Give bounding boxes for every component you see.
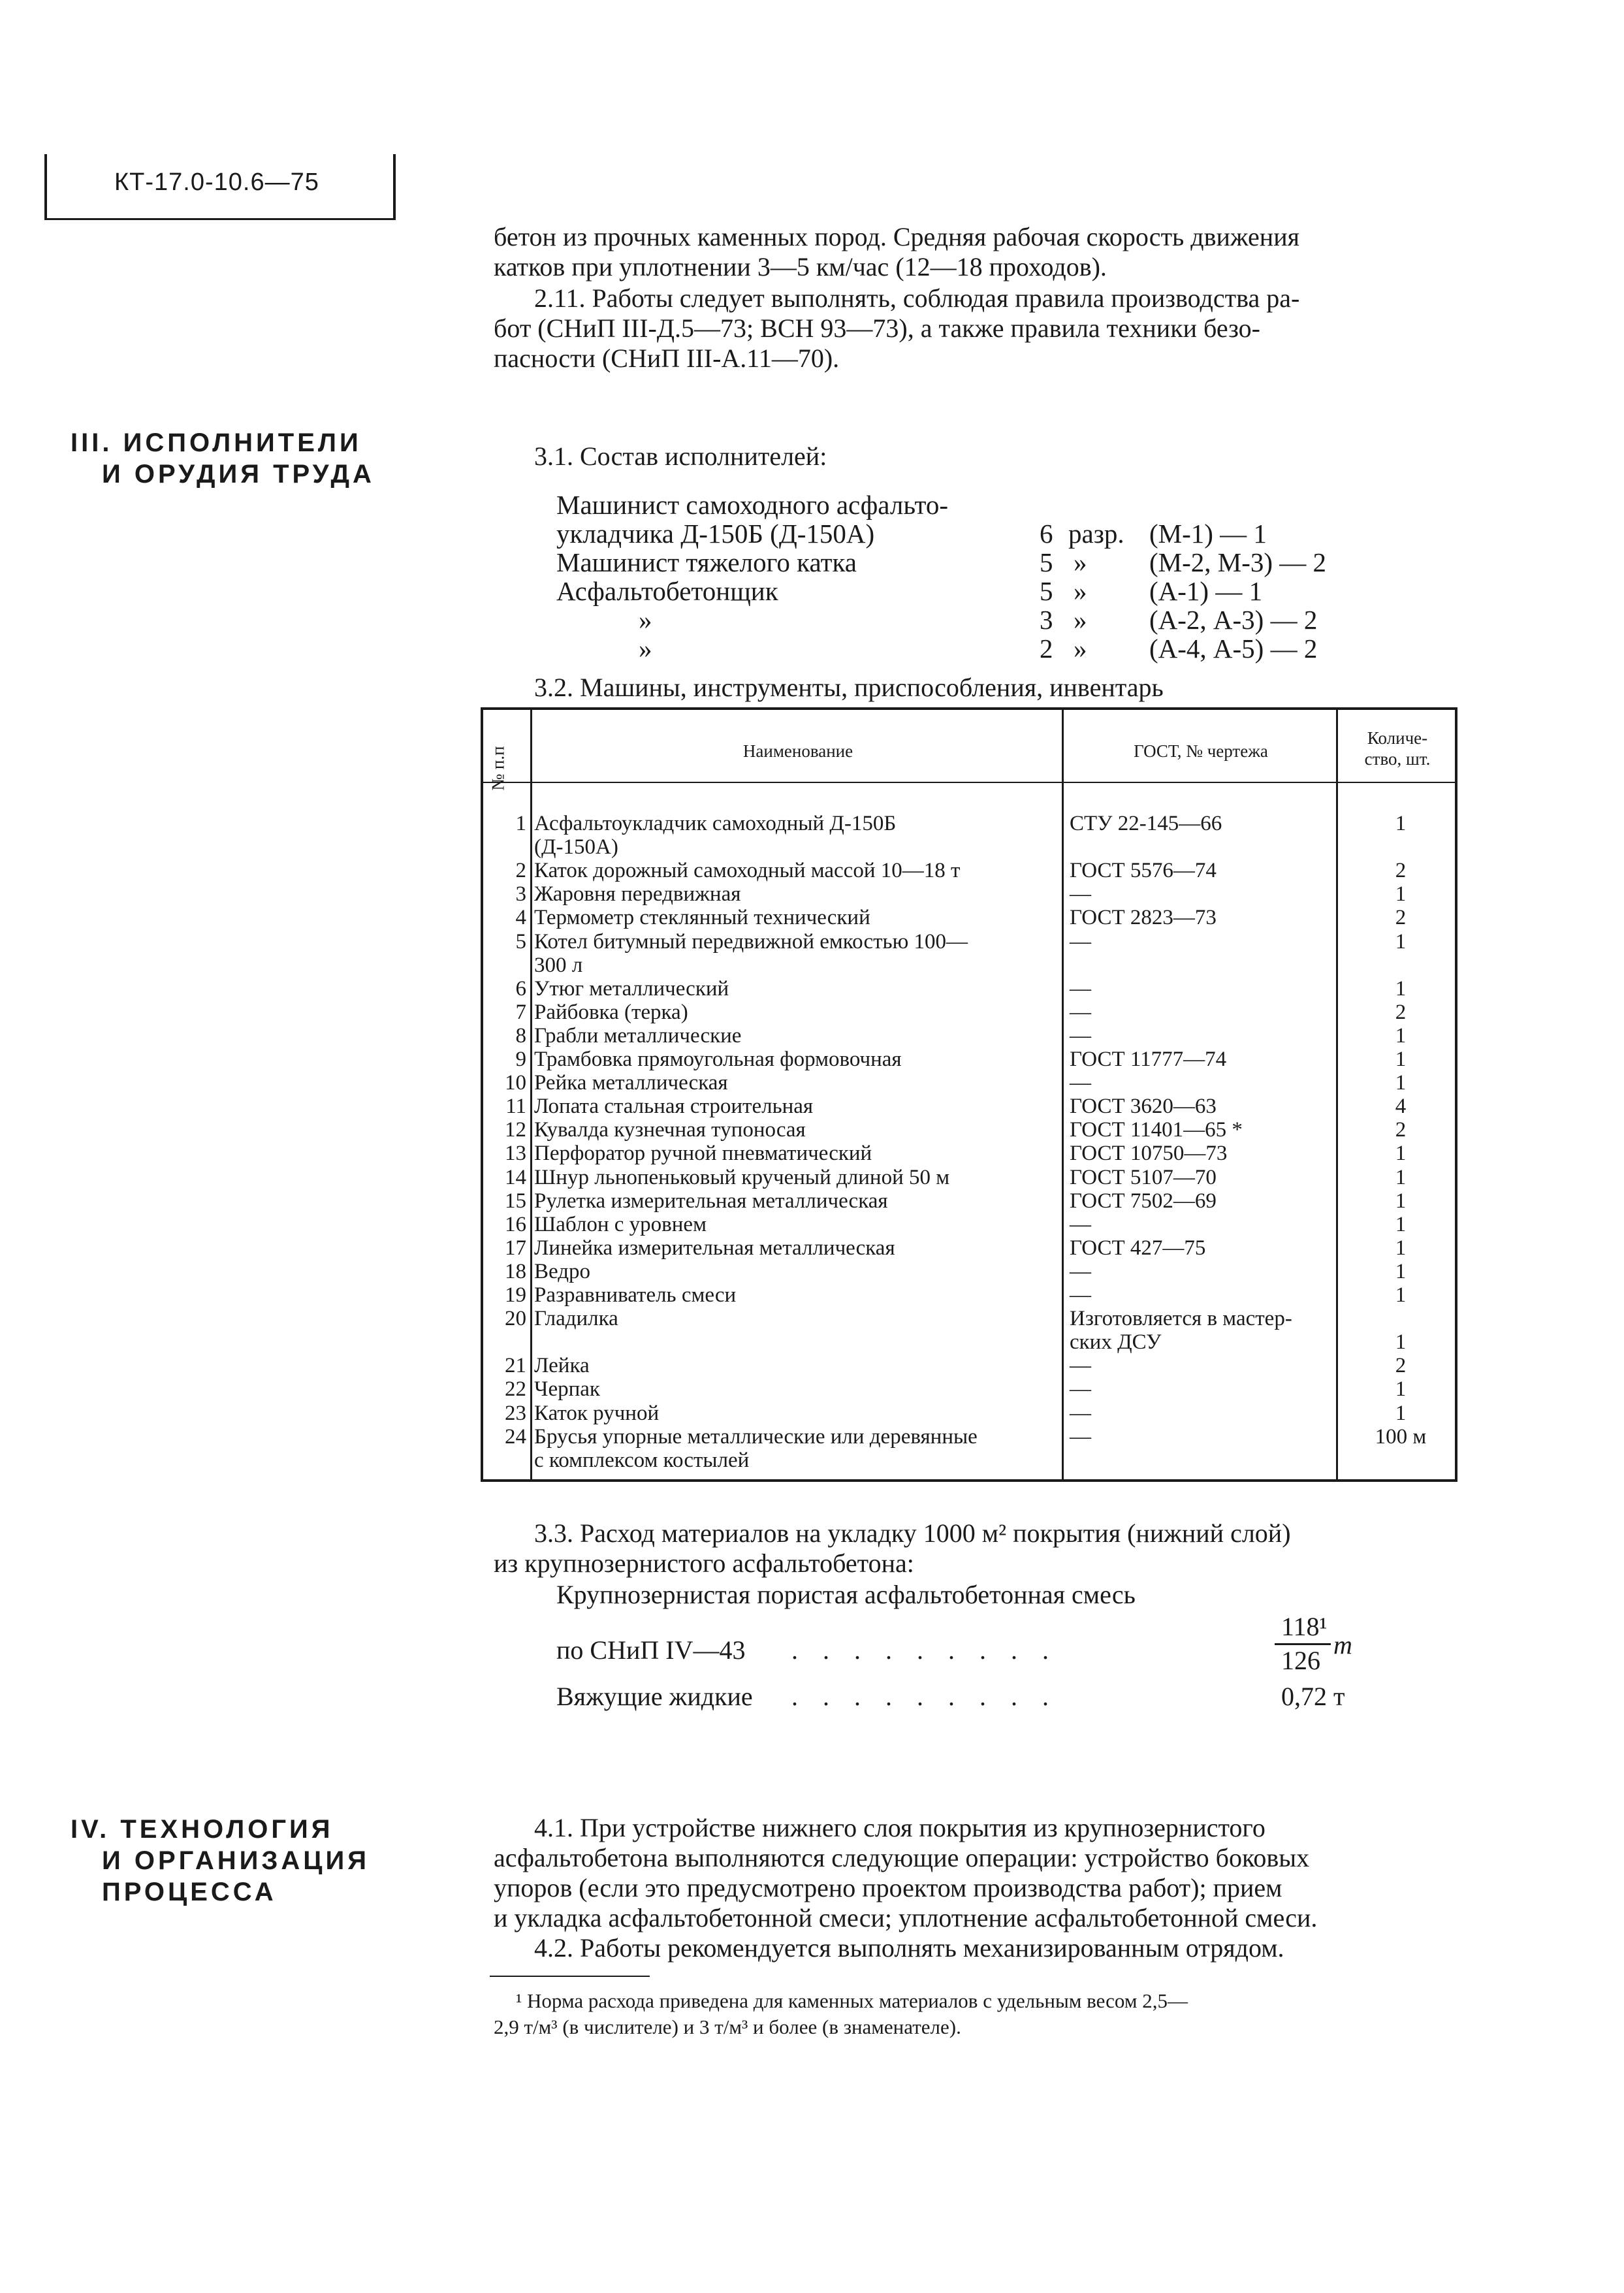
equipment-table	[481, 707, 1457, 1482]
material-2-value: 0,72 т	[1281, 1682, 1345, 1711]
row-quantity: 1	[1395, 977, 1407, 1001]
row-number: 6	[515, 977, 526, 1001]
table-row	[483, 1402, 1455, 1425]
row-number: 15	[505, 1189, 526, 1213]
row-gost: ГОСТ 11777—74	[1070, 1048, 1227, 1071]
table-row	[483, 1071, 1455, 1095]
row-quantity: 1	[1395, 1024, 1407, 1048]
staff-grade: 2	[1040, 633, 1053, 664]
table-row	[483, 1330, 1455, 1354]
staff-unit: »	[1074, 576, 1087, 606]
staff-unit: »	[1074, 633, 1087, 664]
row-quantity: 1	[1395, 1213, 1407, 1236]
table-row	[483, 859, 1455, 882]
row-number: 18	[505, 1260, 526, 1283]
row-name: Линейка измерительная металлическая	[534, 1236, 895, 1260]
item-3-2: 3.2. Машины, инструменты, приспособления, инвентарь	[534, 673, 1164, 702]
row-name: Каток ручной	[534, 1402, 660, 1425]
section-4-heading-line-1: IV. ТЕХНОЛОГИЯ	[71, 1815, 334, 1844]
header-name: Наименование	[742, 741, 853, 761]
intro-line-2: катков при уплотнении 3—5 км/час (12—18 проходов).	[494, 252, 1107, 281]
material-1-unit: т	[1333, 1630, 1352, 1660]
row-number: 7	[515, 1001, 526, 1024]
staff-code: (А-4, А-5) — 2	[1149, 633, 1318, 664]
staff-grade: 5	[1040, 547, 1053, 577]
item-3-3-line-1: 3.3. Расход материалов на укладку 1000 м² покрытия (нижний слой)	[534, 1518, 1291, 1548]
row-number: 24	[505, 1425, 526, 1449]
row-name: Гладилка	[534, 1307, 618, 1330]
document-code: КТ-17.0-10.6—75	[114, 168, 319, 196]
staff-grade: 5	[1040, 576, 1053, 606]
row-number: 1	[515, 812, 526, 835]
row-number: 12	[505, 1118, 526, 1142]
row-name: 300 л	[534, 954, 583, 977]
row-name: Райбовка (терка)	[534, 1001, 688, 1024]
footnote-rule	[490, 1976, 650, 1977]
row-number: 22	[505, 1377, 526, 1401]
header-num-label: № п.п	[488, 746, 508, 791]
row-gost: СТУ 22-145—66	[1070, 812, 1222, 835]
row-quantity: 1	[1395, 1283, 1407, 1307]
row-number: 8	[515, 1024, 526, 1048]
section-4-line-1: 4.1. При устройстве нижнего слоя покрытия из крупнозернистого	[534, 1813, 1266, 1842]
staff-code: (А-2, А-3) — 2	[1149, 605, 1318, 635]
row-quantity: 1	[1395, 1071, 1407, 1095]
document-code-underline	[44, 218, 396, 220]
row-quantity: 1	[1395, 930, 1407, 954]
table-row	[483, 1048, 1455, 1071]
row-number: 9	[515, 1048, 526, 1071]
table-row	[483, 1425, 1455, 1449]
material-2-label: Вяжущие жидкие	[556, 1682, 753, 1711]
table-row	[483, 835, 1455, 859]
row-quantity: 1	[1395, 1166, 1407, 1189]
row-quantity: 2	[1395, 859, 1407, 882]
row-name: Асфальтоукладчик самоходный Д-150Б	[534, 812, 897, 835]
row-name: Шаблон с уровнем	[534, 1213, 707, 1236]
row-gost: Изготовляется в мастер-	[1070, 1307, 1292, 1330]
row-number: 11	[505, 1095, 526, 1118]
row-gost: —	[1070, 882, 1091, 906]
staff-grade: 6	[1040, 519, 1053, 549]
row-gost: ГОСТ 427—75	[1070, 1236, 1206, 1260]
item-3-1: 3.1. Состав исполнителей:	[534, 441, 827, 471]
material-1-denominator: 126	[1281, 1646, 1320, 1675]
row-number: 4	[515, 906, 526, 929]
header-separator	[483, 782, 1455, 783]
row-gost: —	[1070, 1354, 1091, 1377]
row-gost: ГОСТ 3620—63	[1070, 1095, 1217, 1118]
row-quantity: 100 м	[1375, 1425, 1427, 1449]
row-number: 14	[505, 1166, 526, 1189]
table-row	[483, 930, 1455, 954]
section-4-line-4: и укладка асфальтобетонной смеси; уплотнение асфальтобетонной смеси.	[494, 1903, 1318, 1932]
header-gost: ГОСТ, № чертежа	[1134, 741, 1268, 761]
header-qty-line-1: Количе-	[1367, 728, 1428, 748]
row-gost: —	[1070, 930, 1091, 954]
table-row	[483, 1377, 1455, 1401]
row-gost: —	[1070, 977, 1091, 1001]
row-name: Черпак	[534, 1377, 600, 1401]
row-quantity: 2	[1395, 1001, 1407, 1024]
row-name: Утюг металлический	[534, 977, 729, 1001]
row-name: Рейка металлическая	[534, 1071, 728, 1095]
item-3-3-line-2: из крупнозернистого асфальтобетона:	[494, 1548, 914, 1578]
section-3-heading-line-1: III. ИСПОЛНИТЕЛИ	[71, 428, 362, 457]
table-row	[483, 1354, 1455, 1377]
row-quantity: 2	[1395, 1118, 1407, 1142]
row-name: Ведро	[534, 1260, 591, 1283]
staff-name: Машинист тяжелого катка	[556, 547, 857, 577]
row-quantity: 1	[1395, 882, 1407, 906]
table-row	[483, 1307, 1455, 1330]
table-row	[483, 1001, 1455, 1024]
row-number: 17	[505, 1236, 526, 1260]
row-number: 20	[505, 1307, 526, 1330]
row-quantity: 4	[1395, 1095, 1407, 1118]
table-row	[483, 1189, 1455, 1213]
row-gost: ГОСТ 10750—73	[1070, 1142, 1228, 1165]
row-quantity: 1	[1395, 1260, 1407, 1283]
intro-line-4: бот (СНиП III-Д.5—73; ВСН 93—73), а также правила техники безо-	[494, 313, 1260, 343]
row-name: Рулетка измерительная металлическая	[534, 1189, 888, 1213]
table-row	[483, 1166, 1455, 1189]
row-name: Грабли металлические	[534, 1024, 742, 1048]
row-name: Кувалда кузнечная тупоносая	[534, 1118, 806, 1142]
row-gost: —	[1070, 1260, 1091, 1283]
staff-name: »	[639, 605, 652, 635]
table-row	[483, 1260, 1455, 1283]
staff-name: Асфальтобетонщик	[556, 576, 778, 606]
row-number: 10	[505, 1071, 526, 1095]
intro-line-5: пасности (СНиП III-А.11—70).	[494, 344, 840, 373]
footnote-line-1: ¹ Норма расхода приведена для каменных материалов с удельным весом 2,5—	[516, 1989, 1188, 2012]
staff-unit: »	[1074, 547, 1087, 577]
row-name: (Д-150А)	[534, 835, 618, 859]
row-gost: —	[1070, 1213, 1091, 1236]
dot-leader: . . . . . . . . .	[791, 1635, 1058, 1665]
material-1-line-1: Крупнозернистая пористая асфальтобетонная смесь	[556, 1580, 1136, 1609]
row-name: Разравниватель смеси	[534, 1283, 737, 1307]
row-gost: ГОСТ 2823—73	[1070, 906, 1217, 929]
table-row	[483, 1095, 1455, 1118]
row-name: Котел битумный передвижной емкостью 100—	[534, 930, 968, 954]
material-1-line-2: по СНиП IV—43	[556, 1635, 746, 1665]
row-name: Лейка	[534, 1354, 590, 1377]
row-name: Брусья упорные металлические или деревянные	[534, 1425, 978, 1449]
row-gost: —	[1070, 1071, 1091, 1095]
section-4-heading-line-3: ПРОЦЕССА	[102, 1878, 277, 1906]
row-quantity: 2	[1395, 1354, 1407, 1377]
intro-line-3: 2.11. Работы следует выполнять, соблюдая правила производства ра-	[534, 283, 1300, 313]
staff-code: (А-1) — 1	[1149, 576, 1263, 606]
row-quantity: 2	[1395, 906, 1407, 929]
row-quantity: 1	[1395, 812, 1407, 835]
row-gost: ГОСТ 11401—65 *	[1070, 1118, 1243, 1142]
row-quantity: 1	[1395, 1330, 1407, 1354]
header-qty-line-2: ство, шт.	[1364, 749, 1431, 769]
fraction-bar	[1275, 1643, 1331, 1645]
table-row	[483, 882, 1455, 906]
table-row	[483, 1024, 1455, 1048]
row-name: с комплексом костылей	[534, 1449, 750, 1472]
row-gost: —	[1070, 1001, 1091, 1024]
section-3-heading-line-2: И ОРУДИЯ ТРУДА	[102, 460, 375, 489]
section-4-heading-line-2: И ОРГАНИЗАЦИЯ	[102, 1846, 370, 1875]
row-gost: —	[1070, 1024, 1091, 1048]
row-gost: ских ДСУ	[1070, 1330, 1162, 1354]
row-number: 5	[515, 930, 526, 954]
staff-name: укладчика Д-150Б (Д-150А)	[556, 519, 875, 549]
row-number: 2	[515, 859, 526, 882]
section-4-line-2: асфальтобетона выполняются следующие операции: устройство боковых	[494, 1843, 1310, 1872]
table-row	[483, 1142, 1455, 1165]
row-name: Термометр стеклянный технический	[534, 906, 870, 929]
row-number: 3	[515, 882, 526, 906]
row-quantity: 1	[1395, 1236, 1407, 1260]
section-4-line-5: 4.2. Работы рекомендуется выполнять механизированным отрядом.	[534, 1933, 1284, 1963]
staff-code: (М-1) — 1	[1149, 519, 1267, 549]
row-number: 19	[505, 1283, 526, 1307]
row-gost: —	[1070, 1425, 1091, 1449]
row-gost: —	[1070, 1377, 1091, 1401]
footnote-line-2: 2,9 т/м³ (в числителе) и 3 т/м³ и более (в знаменателе).	[494, 2015, 961, 2038]
row-name: Шнур льнопеньковый крученый длиной 50 м	[534, 1166, 950, 1189]
table-row	[483, 954, 1455, 977]
staff-unit: »	[1074, 605, 1087, 635]
row-gost: ГОСТ 7502—69	[1070, 1189, 1217, 1213]
staff-code: (М-2, М-3) — 2	[1149, 547, 1327, 577]
row-quantity: 1	[1395, 1142, 1407, 1165]
intro-line-1: бетон из прочных каменных пород. Средняя рабочая скорость движения	[494, 222, 1300, 251]
staff-name: Машинист самоходного асфальто-	[556, 490, 948, 520]
row-name: Перфоратор ручной пневматический	[534, 1142, 872, 1165]
table-row	[483, 1236, 1455, 1260]
table-row	[483, 812, 1455, 835]
header-num	[487, 722, 509, 813]
table-row	[483, 906, 1455, 929]
row-quantity: 1	[1395, 1189, 1407, 1213]
staff-name: »	[639, 633, 652, 664]
section-4-line-3: упоров (если это предусмотрено проектом производства работ); прием	[494, 1873, 1282, 1902]
staff-unit: разр.	[1068, 519, 1124, 549]
row-number: 23	[505, 1402, 526, 1425]
row-number: 21	[505, 1354, 526, 1377]
table-row	[483, 977, 1455, 1001]
staff-grade: 3	[1040, 605, 1053, 635]
row-gost: —	[1070, 1402, 1091, 1425]
table-row	[483, 1449, 1455, 1472]
row-gost: ГОСТ 5576—74	[1070, 859, 1217, 882]
row-name: Каток дорожный самоходный массой 10—18 т	[534, 859, 961, 882]
row-number: 13	[505, 1142, 526, 1165]
dot-leader: . . . . . . . . .	[791, 1682, 1058, 1711]
table-row	[483, 1118, 1455, 1142]
row-name: Жаровня передвижная	[534, 882, 741, 906]
row-number: 16	[505, 1213, 526, 1236]
row-gost: ГОСТ 5107—70	[1070, 1166, 1217, 1189]
row-name: Лопата стальная строительная	[534, 1095, 814, 1118]
row-gost: —	[1070, 1283, 1091, 1307]
row-quantity: 1	[1395, 1377, 1407, 1401]
table-row	[483, 1283, 1455, 1307]
row-quantity: 1	[1395, 1048, 1407, 1071]
row-name: Трамбовка прямоугольная формовочная	[534, 1048, 902, 1071]
table-row	[483, 1213, 1455, 1236]
row-quantity: 1	[1395, 1402, 1407, 1425]
material-1-numerator: 118¹	[1281, 1612, 1328, 1641]
